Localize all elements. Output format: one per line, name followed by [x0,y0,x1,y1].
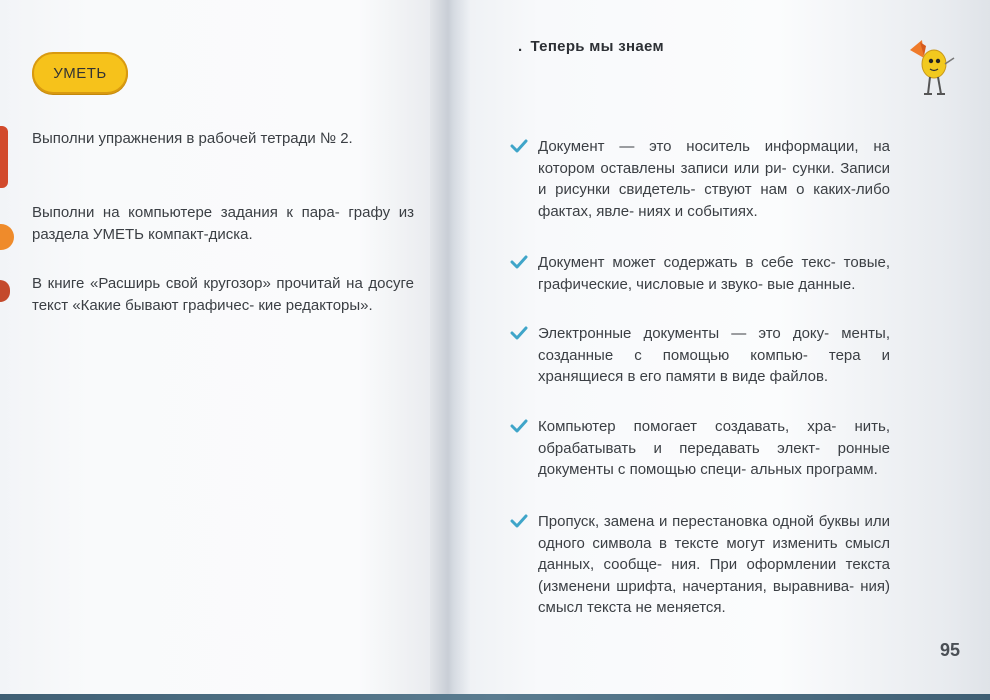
computer-task-paragraph: Выполни на компьютере задания к пара- графу из раздела УМЕТЬ компакт-диска. [32,204,414,243]
header-dot: . [518,38,523,55]
umet-badge: УМЕТЬ [32,52,128,94]
left-page [0,0,448,700]
checkmark-icon [510,418,528,434]
checkmark-icon [510,325,528,341]
knowledge-bullet [510,416,890,481]
knowledge-bullet [510,252,890,295]
checkmark-icon [510,254,528,270]
edge-tab-orange [0,224,14,250]
page-number: 95 [940,640,961,660]
edge-tab-red-lower [0,280,10,302]
checkmark-icon [510,138,528,154]
bullet-text: Пропуск, замена и перестановка одной буквы или одного символа в тексте могут изменить смысл данных, сообще- ния. При оформлении текста (изменени шрифта, начертания, выравнива- ния) смысл текста не меняется. [538,513,890,616]
section-header [518,38,664,55]
edge-tab-red [0,126,8,188]
pencil-mascot-icon [904,36,960,98]
knowledge-bullet [510,323,890,388]
bullet-text: Компьютер помогает создавать, хра- нить, обрабатывать и передавать элект- ронные документы с помощью специ- альных программ. [538,418,890,478]
page-edge-tabs [0,120,20,320]
bullet-text: Документ — это носитель информации, на котором оставлены записи или ри- сунки. Записи и рисунки свидетель- ствуют нам о каких-либо фактах, явле- ниях и событиях. [538,138,890,220]
bullet-text: Электронные документы — это доку- менты, созданные с помощью компью- тера и хранящиеся в его памяти в виде файлов. [538,325,890,385]
knowledge-bullet [510,136,890,222]
exercise-paragraph: Выполни упражнения в рабочей тетради № 2. [32,130,353,147]
checkmark-icon [510,513,528,529]
book-bottom-edge [0,694,990,700]
book-gutter [430,0,470,700]
bullet-text: Документ может содержать в себе текс- товые, графические, числовые и звуко- вые данные. [538,254,890,293]
knowledge-bullet [510,511,890,619]
section-title: Теперь мы знаем [530,38,664,55]
reading-paragraph: В книге «Расширь свой кругозор» прочитай на досуге текст «Какие бывают графичес- кие редакторы». [32,275,414,314]
